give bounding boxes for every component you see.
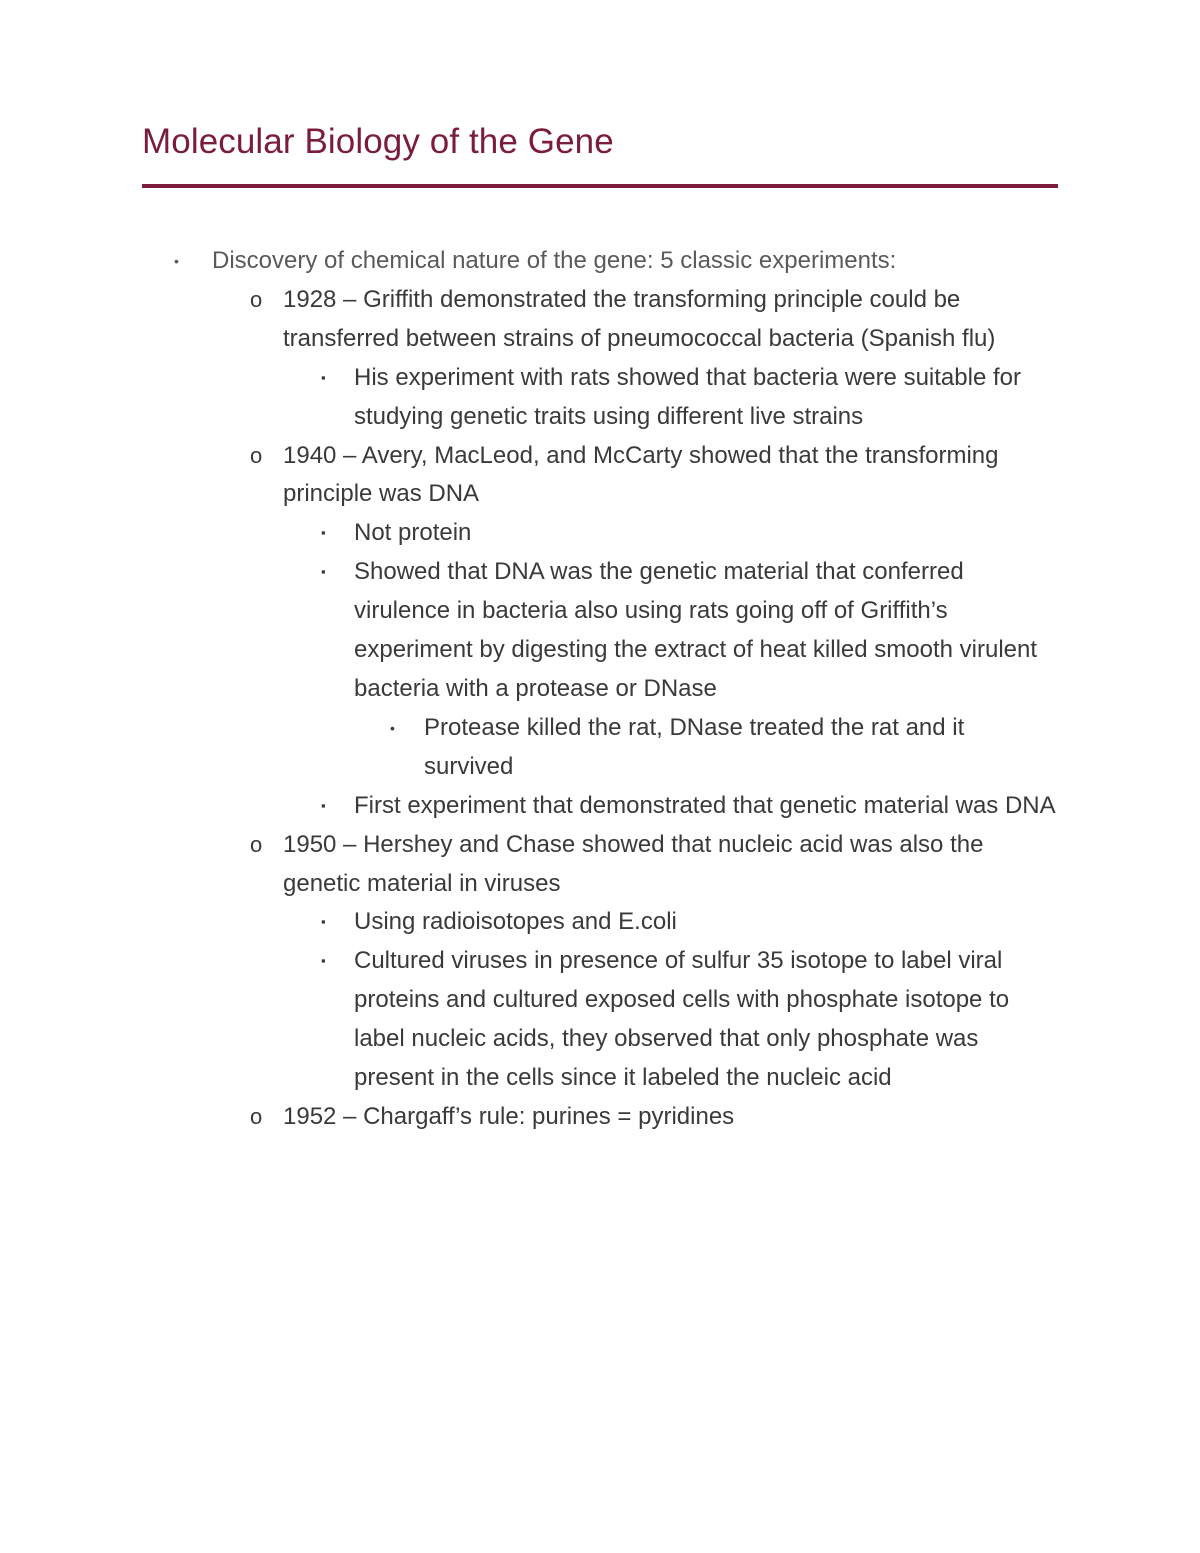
list-item-level-3 [0,553,1200,709]
bullet-circle-icon: o [250,831,263,857]
bullet-square-icon: ▪ [321,525,326,541]
list-item-level-2 [0,281,1200,359]
bullet-square-icon: ▪ [321,914,326,930]
list-item-level-3 [0,942,1200,1098]
list-item-text: First experiment that demonstrated that genetic material was DNA [354,791,1056,819]
list-item-text: 1940 – Avery, MacLeod, and McCarty showed that the transforming principle was DNA [283,441,999,508]
list-item-text: Discovery of chemical nature of the gene: 5 classic experiments: [212,247,897,274]
bullet-square-icon: ▪ [321,369,326,385]
list-item-level-2 [0,437,1200,515]
bullet-circle-icon: o [250,1103,263,1129]
title-underline [142,184,1058,188]
bullet-circle-icon: o [250,286,263,312]
bullet-square-icon: ▪ [321,564,326,580]
bullet-dot-icon: • [390,719,395,736]
list-item-level-3 [0,787,1200,826]
list-item-level-3 [0,359,1200,437]
bullet-circle-icon: o [250,442,263,468]
page-title: Molecular Biology of the Gene [142,122,614,161]
list-item-text: Protease killed the rat, DNase treated the rat and it survived [424,713,965,780]
list-item-level-1 [0,242,1200,281]
list-item-text: 1950 – Hershey and Chase showed that nucleic acid was also the genetic material in viruses [283,830,984,897]
list-item-text: His experiment with rats showed that bacteria were suitable for studying genetic traits using different live strains [354,363,1021,430]
list-item-level-3 [0,903,1200,942]
bullet-square-icon: ▪ [321,953,326,969]
list-item-level-2 [0,1098,1200,1137]
list-item-text: Using radioisotopes and E.coli [354,908,677,936]
list-item-text: 1952 – Chargaff’s rule: purines = pyridines [283,1102,735,1130]
list-item-level-3 [0,514,1200,553]
list-item-text: Showed that DNA was the genetic material that conferred virulence in bacteria also using rats going off of Griffith’s experiment by digesting the extract of heat killed smooth virulent bacteria with a protease or DNase [354,558,1038,702]
bullet-dot-icon: • [174,253,179,269]
list-item-level-4 [0,709,1200,787]
outline-list [0,242,1200,1137]
list-item-text: Not protein [354,519,472,547]
list-item-text: 1928 – Griffith demonstrated the transforming principle could be transferred between strains of pneumococcal bacteria (Spanish flu) [283,285,996,352]
bullet-square-icon: ▪ [321,797,326,813]
list-item-level-2 [0,826,1200,904]
list-item-text: Cultured viruses in presence of sulfur 35 isotope to label viral proteins and cultured exposed cells with phosphate isotope to label nucleic acids, they observed that only phosphate was present in the cells since it labeled the nucleic acid [354,947,1010,1092]
